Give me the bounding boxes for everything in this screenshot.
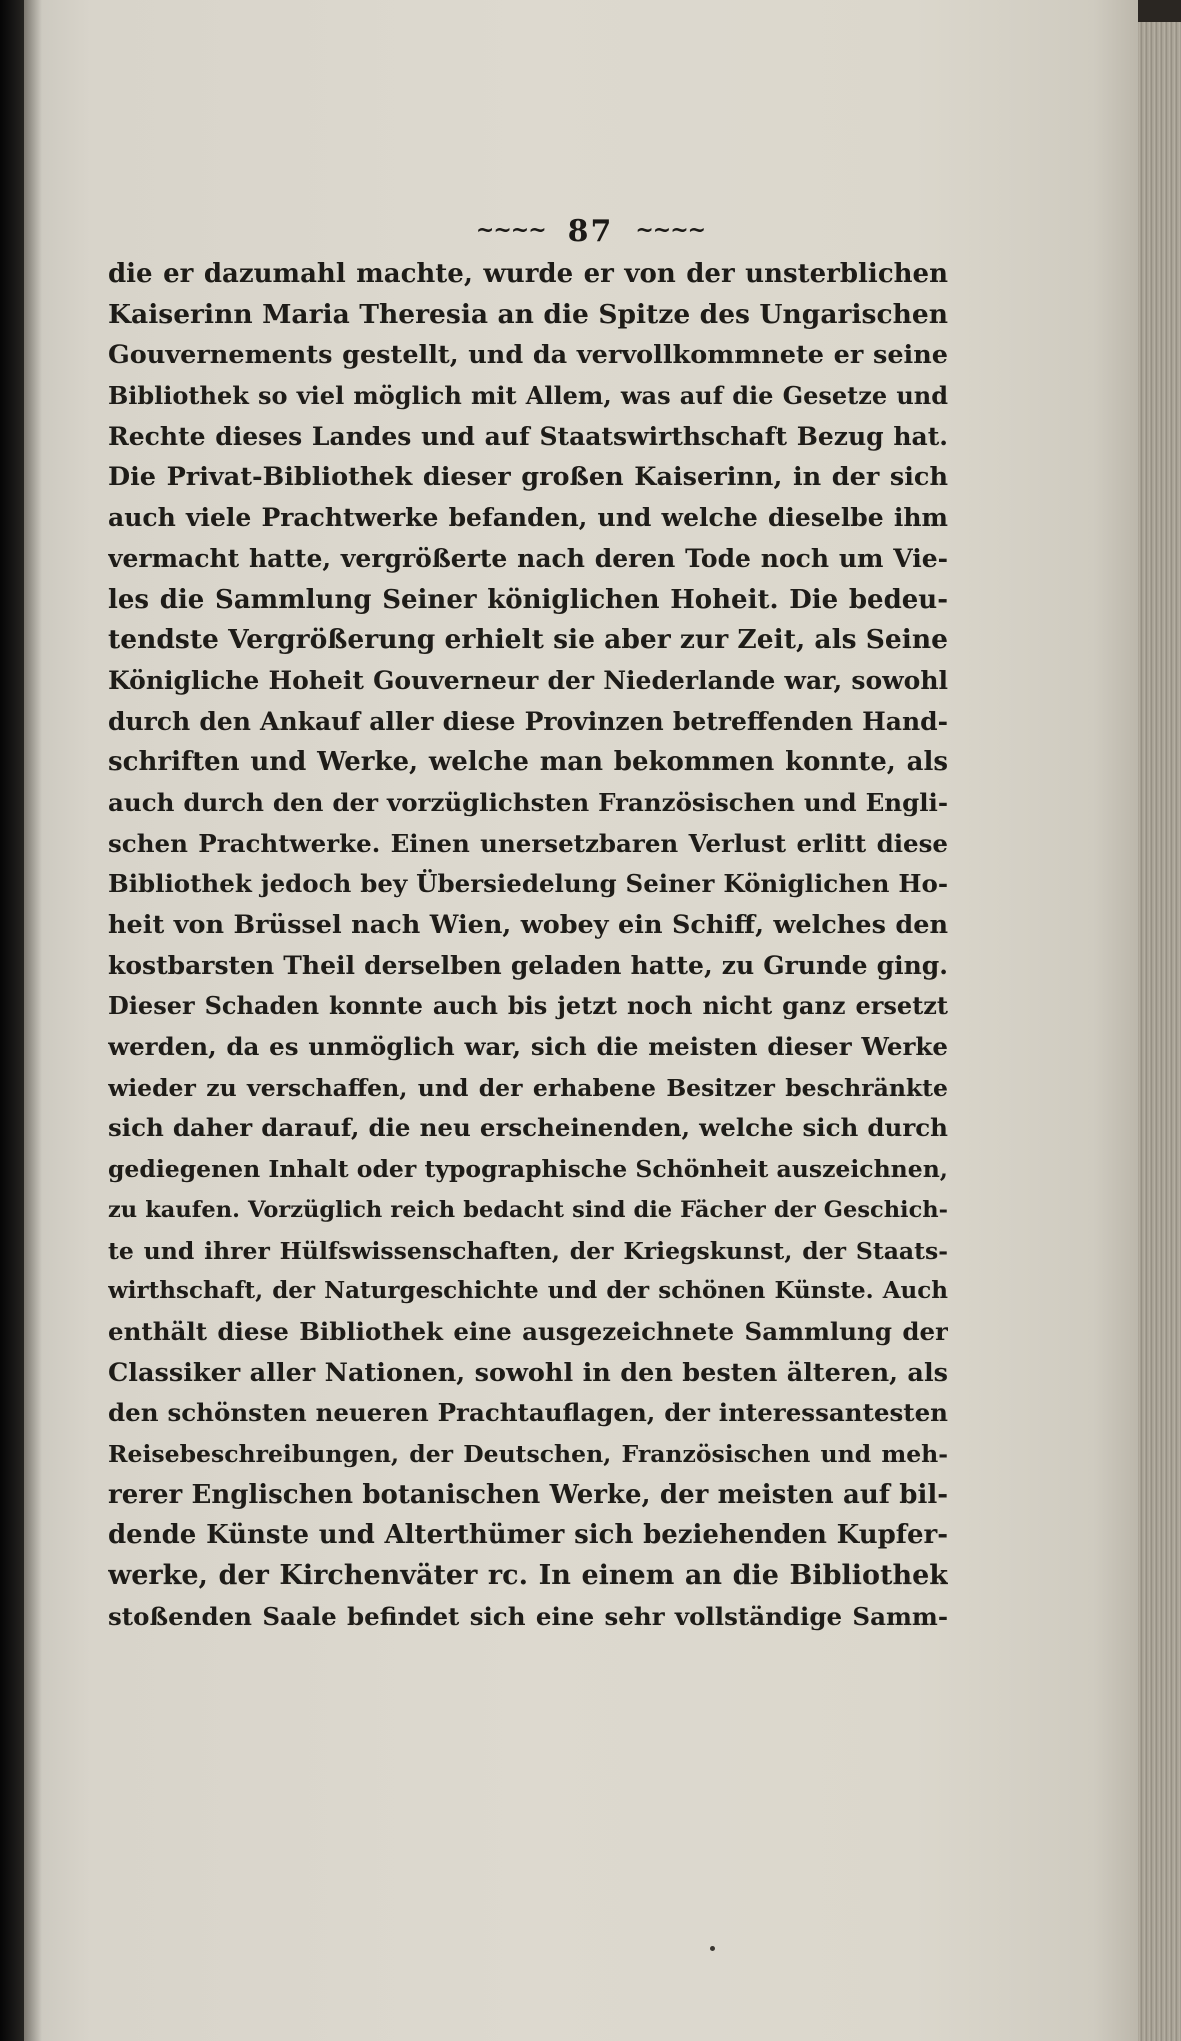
text-line: Kaiserinn Maria Theresia an die Spitze des Ungarischen (108, 298, 948, 330)
text-line: les die Sammlung Seiner königlichen Hoheit. Die bedeu- (108, 584, 948, 615)
text-line: te und ihrer Hülfswissenschaften, der Kriegskunst, der Staats- (108, 1236, 948, 1265)
text-line: rerer Englischen botanischen Werke, der meisten auf bil- (108, 1479, 948, 1510)
page-edges-stack (1138, 0, 1181, 2041)
text-line: kostbarsten Theil derselben geladen hatte, zu Grunde ging. (108, 950, 948, 980)
text-line: heit von Brüssel nach Wien, wobey ein Schiff, welches den (108, 910, 948, 940)
text-line: Gouvernements gestellt, und da vervollkommnete er seine (108, 340, 948, 371)
text-line: gediegenen Inhalt oder typographische Schönheit auszeichnen, (108, 1155, 948, 1184)
body-text (108, 254, 948, 1637)
text-line: Classiker aller Nationen, sowohl in den besten älteren, als (108, 1357, 948, 1388)
text-line: die er dazumahl machte, wurde er von der unsterblichen (108, 259, 948, 289)
page-edges-top-shadow (1138, 0, 1181, 22)
text-line: auch durch den der vorzüglichsten Französischen und Engli- (108, 787, 948, 817)
text-line: Bibliothek jedoch bey Übersiedelung Seiner Königlichen Ho- (108, 869, 948, 899)
gutter-shadow (24, 0, 42, 2041)
text-line: Reisebeschreibungen, der Deutschen, Französischen und meh- (108, 1439, 948, 1468)
text-line: Dieser Schaden konnte auch bis jetzt noch nicht ganz ersetzt (108, 991, 948, 1021)
text-line: sich daher darauf, die neu erscheinenden, welche sich durch (108, 1113, 948, 1143)
text-line: auch viele Prachtwerke befanden, und welche dieselbe ihm (108, 503, 948, 533)
text-line: schen Prachtwerke. Einen unersetzbaren Verlust erlitt diese (108, 828, 948, 858)
page-number: 87 (567, 214, 614, 249)
running-header (0, 214, 1181, 249)
text-line: Königliche Hoheit Gouverneur der Niederlande war, sowohl (108, 665, 948, 695)
text-line: werke, der Kirchenväter rc. In einem an die Bibliothek (108, 1560, 948, 1591)
text-line: enthält diese Bibliothek eine ausgezeichnete Sammlung der (108, 1316, 948, 1346)
text-line: stoßenden Saale befindet sich eine sehr vollständige Samm- (108, 1601, 948, 1631)
header-ornament-left: ~~~~ (475, 217, 546, 243)
ink-speck (710, 1946, 715, 1951)
header-ornament-right: ~~~~ (635, 217, 706, 243)
text-line: den schönsten neueren Prachtauflagen, der interessantesten (108, 1398, 948, 1428)
text-line: werden, da es unmöglich war, sich die meisten dieser Werke (108, 1032, 948, 1062)
text-line: vermacht hatte, vergrößerte nach deren Tode noch um Vie- (108, 543, 948, 573)
text-line: schriften und Werke, welche man bekommen konnte, als (108, 747, 948, 778)
text-line: wirthschaft, der Naturgeschichte und der schönen Künste. Auch (108, 1277, 948, 1305)
text-line: Bibliothek so viel möglich mit Allem, was auf die Gesetze und (108, 381, 948, 411)
book-spine-shadow (0, 0, 26, 2041)
text-line: wieder zu verschaffen, und der erhabene Besitzer beschränkte (108, 1073, 948, 1102)
text-line: Rechte dieses Landes und auf Staatswirthschaft Bezug hat. (108, 421, 948, 451)
text-line: tendste Vergrößerung erhielt sie aber zur Zeit, als Seine (108, 624, 948, 656)
text-line: durch den Ankauf aller diese Provinzen betreffenden Hand- (108, 706, 948, 736)
text-line: zu kaufen. Vorzüglich reich bedacht sind die Fächer der Geschich- (108, 1196, 948, 1223)
text-line: dende Künste und Alterthümer sich beziehenden Kupfer- (108, 1520, 948, 1551)
text-line: Die Privat-Bibliothek dieser großen Kaiserinn, in der sich (108, 462, 948, 493)
